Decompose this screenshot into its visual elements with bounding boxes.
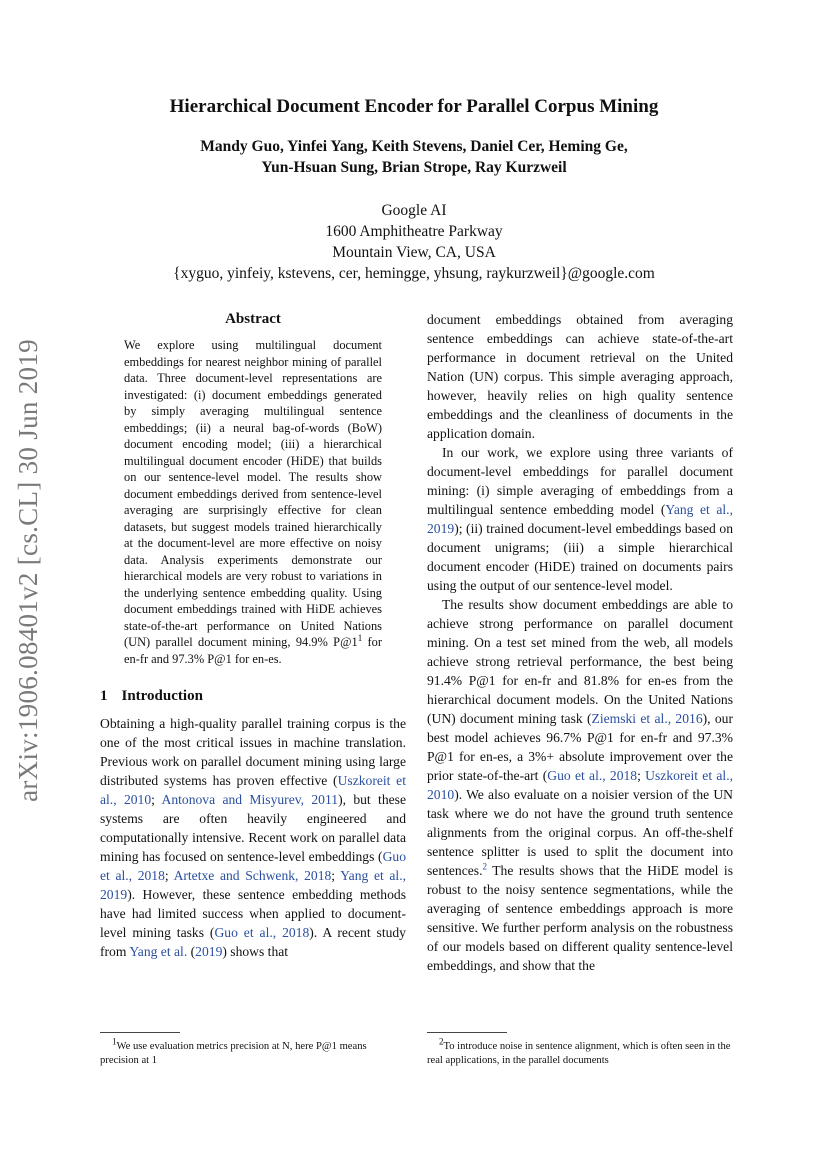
footnote-marker-2: 2 (439, 1036, 444, 1047)
citation-link[interactable]: Ziemski et al., 2016 (591, 711, 703, 726)
affiliation-email: {xyguo, yinfeiy, kstevens, cer, hemingge, yhsung, raykurzweil}@google.com (173, 265, 655, 282)
right-paragraph-3 (427, 595, 733, 975)
text-run: ; (637, 768, 646, 783)
citation-link[interactable]: Uszkoreit et al., 2010 (427, 768, 733, 802)
abstract-text-end: for en-fr and 97.3% P@1 for en-es. (124, 635, 382, 666)
affiliation (0, 200, 828, 284)
text-run: ; (331, 868, 341, 883)
citation-link[interactable]: Guo et al., 2018 (547, 768, 638, 783)
footnote-text-1: We use evaluation metrics precision at N, here P@1 means precision at 1 (100, 1041, 367, 1066)
arxiv-id-text: arXiv:1906.08401v2 [cs.CL] 30 Jun 2019 (12, 338, 43, 802)
citation-link[interactable]: Yang et al., 2019 (100, 868, 406, 902)
text-run: ). However, these sentence embedding methods have had limited success when applied to document-level mining tasks ( (100, 887, 406, 940)
text-run: The results shows that the HiDE model is robust to the noisy sentence segmentations, while the averaging of sentence embeddings approach is more sensitive. We further perform analysis on the robustness of our models based on different quality sentence-level embeddings, and show that the (427, 863, 733, 973)
footnote-divider-right (427, 1032, 507, 1033)
text-run: ) shows that (222, 944, 289, 959)
citation-link[interactable]: Yang et al. (129, 944, 188, 959)
text-run: ). A recent study from (100, 925, 406, 959)
section-title: Introduction (121, 688, 203, 704)
text-run: ; (151, 792, 162, 807)
citation-link[interactable]: Guo et al., 2018 (214, 925, 310, 940)
text-run: ( (187, 944, 196, 959)
footnote-ref-1[interactable]: 1 (357, 632, 363, 643)
text-run: ; (164, 868, 174, 883)
citation-link[interactable]: Artetxe and Schwenk, 2018 (173, 868, 332, 883)
text-run: ). We also evaluate on a noisier version of the UN task where we do not have the ground truth sentence alignments from the original corpus. An off-the-shelf sentence splitter is used to split the document into sentences. (427, 787, 733, 878)
affiliation-org: Google AI (381, 202, 447, 219)
arxiv-stamp (2, 290, 54, 850)
text-run: Obtaining a high-quality parallel training corpus is the one of the most critical issues in machine translation. Previous work on parallel document mining using large distributed systems has proven effective ( (100, 716, 406, 788)
left-column (100, 310, 406, 961)
affiliation-street: 1600 Amphitheatre Parkway (325, 223, 503, 240)
text-run: In our work, we explore using three variants of document-level embeddings for parallel document mining: (i) simple averaging of embeddings from a multilingual sentence embedding model ( (427, 445, 733, 517)
footnote-marker-1: 1 (112, 1036, 117, 1047)
right-paragraph-1: document embeddings obtained from averaging sentence embeddings can achieve state-of-the-art performance in document retrieval on the United Nation (UN) corpus. This simple averaging approach, however, heavily relies on high quality sentence embeddings and the cleanliness of documents in the application domain. (427, 312, 733, 441)
author-line-1: Mandy Guo, Yinfei Yang, Keith Stevens, Daniel Cer, Heming Ge, (200, 138, 628, 155)
section-number: 1 (100, 688, 108, 704)
right-paragraph-2 (427, 443, 733, 595)
paper-title: Hierarchical Document Encoder for Parallel Corpus Mining (169, 96, 659, 117)
affiliation-city: Mountain View, CA, USA (332, 244, 496, 261)
author-list (0, 136, 828, 178)
citation-link[interactable]: Uszkoreit et al., 2010 (100, 773, 406, 807)
author-line-2: Yun-Hsuan Sung, Brian Strope, Ray Kurzweil (261, 159, 567, 176)
abstract-body (124, 337, 382, 667)
text-run: The results show document embeddings are able to achieve strong performance on parallel document mining. On a test set mined from the web, all models achieve strong retrieval performance, the best being 91.4% P@1 for en-fr and 81.8% for en-es from the hierarchical document models. On the United Nations (UN) document mining task ( (427, 597, 733, 726)
footnote-text-2: To introduce noise in sentence alignment, which is often seen in the real applications, in the parallel documents (427, 1041, 731, 1066)
text-run: ); (ii) trained document-level embeddings based on document unigrams; (iii) a simple hierarchical document encoder (HiDE) trained on documents pairs using the output of our sentence-level model. (427, 521, 733, 593)
text-run: ), our best model achieves 96.7% P@1 for en-fr and 97.3% P@1 for en-es, a 3%+ absolute improvement over the prior state-of-the-art ( (427, 711, 733, 783)
citation-link[interactable]: Antonova and Misyurev, 2011 (161, 792, 339, 807)
footnote-ref-2[interactable]: 2 (482, 861, 487, 872)
right-column (427, 310, 733, 975)
abstract-text: We explore using multilingual document embeddings for nearest neighbor mining of parallel data. Three document-level representations are investigated: (i) document embeddings generated by simply averaging multilingual sentence embeddings; (ii) a neural bag-of-words (BoW) document encoding model; (iii) a hierarchical multilingual document encoder (HiDE) that builds on our sentence-level model. The results show document embeddings derived from sentence-level averaging are surprisingly effective for clean datasets, but suggest models trained hierarchically at the document-level are more effective on noisy data. Analysis experiments demonstrate our hierarchical models are very robust to variations in the underlying sentence embedding quality. Using document embeddings trained with HiDE achieves state-of-the-art performance on United Nations (UN) parallel document mining, 94.9% P@1 (124, 338, 382, 649)
footnote-2 (427, 1036, 733, 1068)
citation-link[interactable]: Guo et al., 2018 (100, 849, 406, 883)
citation-link[interactable]: 2019 (195, 944, 223, 959)
footnote-divider-left (100, 1032, 180, 1033)
abstract-heading: Abstract (225, 311, 281, 327)
section-heading-introduction (100, 687, 406, 706)
text-run: ), but these systems are often heavily engineered and computationally intensive. Recent work on parallel data mining has focused on sentence-level embeddings ( (100, 792, 406, 864)
footnote-1 (100, 1036, 406, 1068)
intro-paragraph (100, 714, 406, 961)
citation-link[interactable]: Yang et al., 2019 (427, 502, 733, 536)
